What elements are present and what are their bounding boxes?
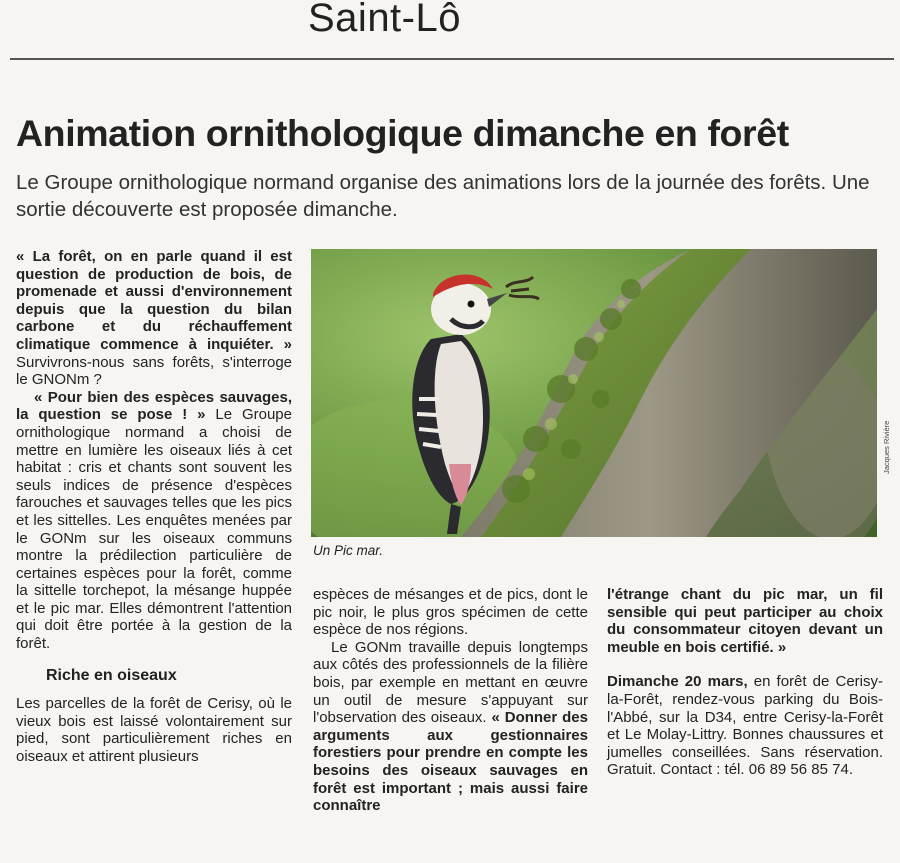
col1-paragraph-1 [16, 248, 292, 389]
photo-credit: Jacques Rivière [882, 420, 891, 474]
article-column-2 [313, 586, 588, 815]
event-details: en forêt de Cerisy-la-Forêt, rendez-vous parking du Bois-l'Abbé, sur la D34, entre Cerisy-la-Forêt et Le Molay-Littry. Bonnes chaussures et jumelles conseillées. Sans réservation. Gratuit. Contact : tél. 06 89 56 85 74. [607, 673, 883, 779]
page-header [0, 0, 900, 46]
col1-after-quote-2: Le Groupe ornithologique normand a choisi de mettre en lumière les oiseaux liés à cet habitat : cris et chants sont souvent les seuls indices de présence d'espèces farouches et sauvages telles que les pics et les sittelles. Les enquêtes menées par le GONm sur les oiseaux communs montre la prédilection particulière de certaines espèces pour la forêt, comme la sittelle torchepot, la mésange huppée et le pic mar. Elles démontrent l'attention qui doit être portée à la gestion de la forêt. [16, 406, 292, 653]
article-photo [311, 249, 877, 537]
col1-subheading: Riche en oiseaux [46, 666, 177, 684]
col1-paragraph-3: Les parcelles de la forêt de Cerisy, où le vieux bois est laissé volontairement sur pied, sont particulièrement riches en oiseaux et attirent plusieurs [16, 695, 292, 766]
article-headline: Animation ornithologique dimanche en forêt [16, 112, 789, 154]
col3-quote-end [607, 586, 883, 656]
woodpecker-photo-illustration [311, 249, 877, 537]
col1-quote-2: « Pour bien des espèces sauvages, la question se pose ! » [16, 388, 292, 424]
col2-quote: « Donner des arguments aux gestionnaires forestiers pour prendre en compte les besoins des oiseaux sauvages en forêt est important ; mais aussi faire connaître [313, 709, 588, 815]
article-standfirst: Le Groupe ornithologique normand organise des animations lors de la journée des forêts. Une sortie découverte est proposée dimanche. [16, 171, 870, 221]
col1-after-quote-1: Survivrons-nous sans forêts, s'interroge le GNONm ? [16, 353, 292, 389]
col3-event-info [607, 673, 883, 779]
event-date: Dimanche 20 mars, [607, 673, 748, 691]
col2-paragraph-2-text: Le GONm travaille depuis longtemps aux côtés des professionnels de la filière bois, par exemple en mettant en œuvre un outil de mesure s'appuyant sur l'observation des oiseaux. [313, 638, 588, 727]
col2-paragraph-2 [313, 639, 588, 815]
section-title: Saint-Lô [308, 0, 461, 40]
col1-paragraph-2 [16, 389, 292, 653]
col3-quote-end-text: l'étrange chant du pic mar, un fil sensible qui peut participer au choix du consommateur citoyen devant un meuble en bois certifié. » [607, 586, 883, 656]
col2-paragraph-1: espèces de mésanges et de pics, dont le pic noir, le plus gros spécimen de cette espèce de nos régions. [313, 586, 588, 639]
header-rule [10, 58, 894, 60]
article-column-1 [16, 248, 292, 766]
article-column-3 [607, 586, 883, 779]
col1-quote-1: « La forêt, on en parle quand il est question de production de bois, de promenade et aussi d'environnement depuis que la question du bilan carbone et du réchauffement climatique commence à inquiéter. » [16, 248, 292, 353]
photo-caption: Un Pic mar. [313, 543, 384, 558]
